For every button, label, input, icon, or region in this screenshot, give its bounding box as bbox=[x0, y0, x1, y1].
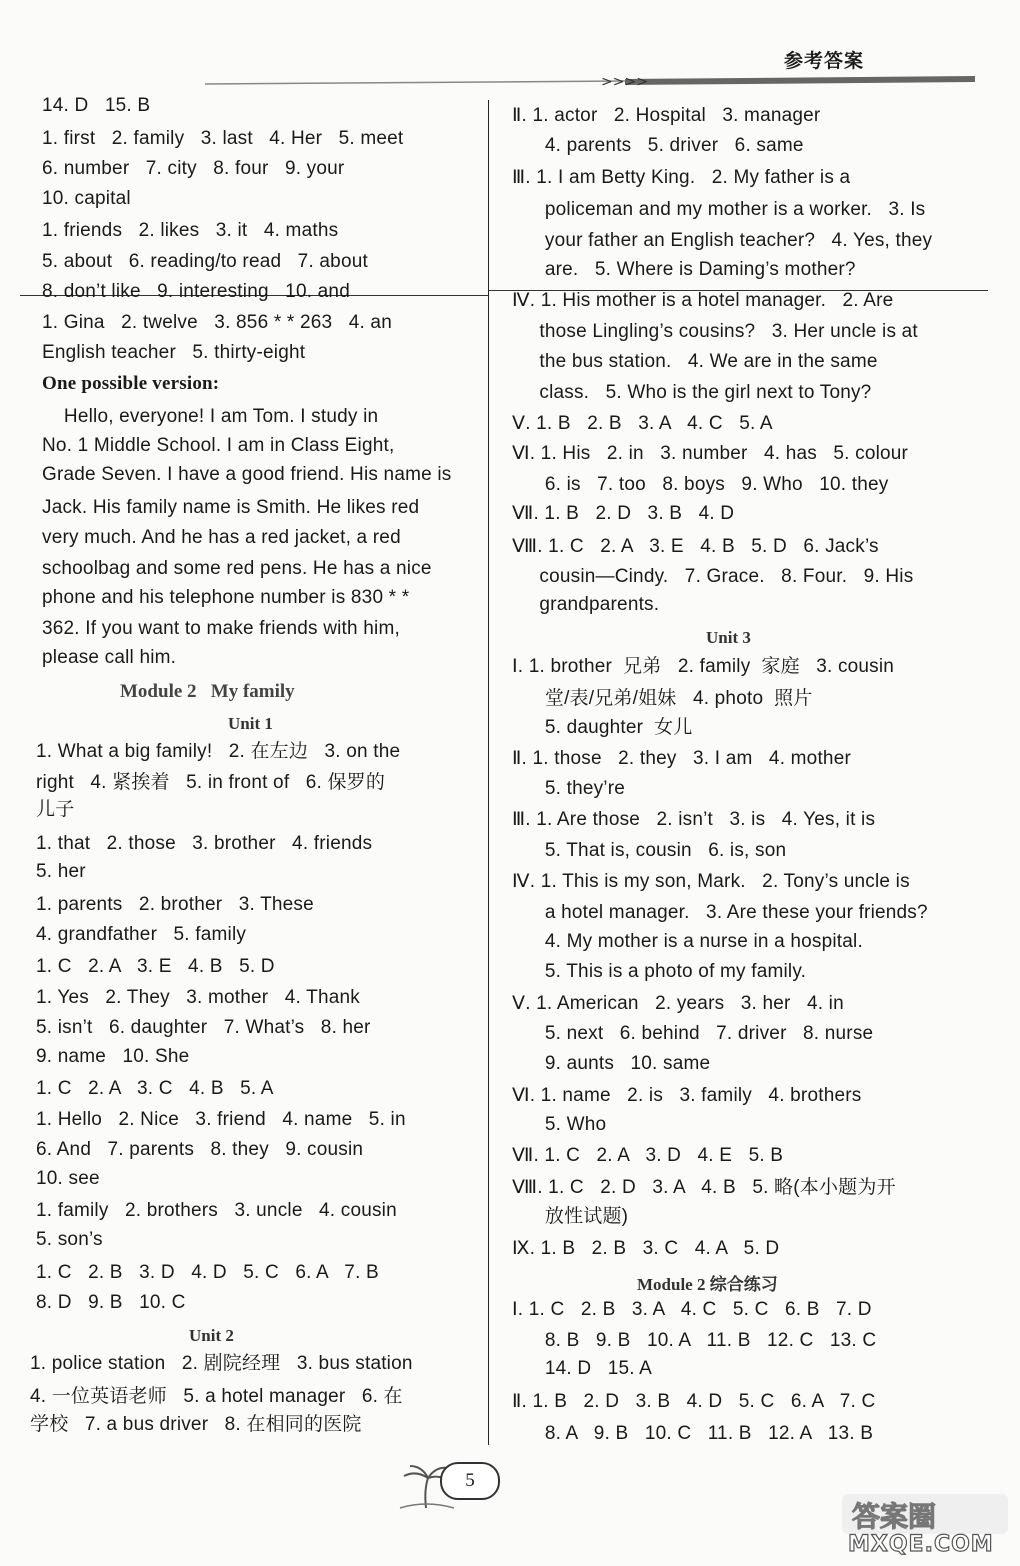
answer-line: 1. family 2. brothers 3. uncle 4. cousin bbox=[36, 1200, 397, 1221]
essay-line: 362. If you want to make friends with him, bbox=[42, 618, 400, 639]
svg-text:>>>>: >>>> bbox=[601, 74, 648, 90]
review-title: Module 2 综合练习 bbox=[637, 1275, 778, 1294]
answer-line: Ⅸ. 1. B 2. B 3. C 4. A 5. D bbox=[512, 1238, 780, 1259]
answer-line: 5. her bbox=[36, 861, 86, 882]
answer-line: class. 5. Who is the girl next to Tony? bbox=[512, 382, 872, 403]
answer-line: Ⅷ. 1. C 2. D 3. A 4. B 5. 略(本小题为开 bbox=[512, 1177, 896, 1198]
answer-line: Ⅵ. 1. name 2. is 3. family 4. brothers bbox=[512, 1085, 862, 1106]
answer-line: the bus station. 4. We are in the same bbox=[512, 351, 878, 372]
answer-line: Ⅲ. 1. I am Betty King. 2. My father is a bbox=[512, 167, 851, 188]
answer-line: Ⅱ. 1. those 2. they 3. I am 4. mother bbox=[512, 748, 851, 769]
essay-line: please call him. bbox=[42, 647, 177, 668]
answer-line: 儿子 bbox=[36, 799, 75, 820]
essay-label: One possible version: bbox=[42, 373, 220, 394]
answer-line: right 4. 紧挨着 5. in front of 6. 保罗的 bbox=[36, 772, 386, 793]
essay-line: very much. And he has a red jacket, a red bbox=[42, 527, 401, 548]
answer-line: policeman and my mother is a worker. 3. Is bbox=[512, 199, 926, 220]
answer-line: Ⅰ. 1. brother 兄弟 2. family 家庭 3. cousin bbox=[512, 656, 895, 677]
answer-line: 1. What a big family! 2. 在左边 3. on the bbox=[36, 741, 401, 762]
answer-line: grandparents. bbox=[512, 594, 660, 615]
answer-line: Ⅲ. 1. Are those 2. isn’t 3. is 4. Yes, it is bbox=[512, 809, 876, 830]
column-divider bbox=[488, 100, 489, 1445]
answer-line: 8. A 9. B 10. C 11. B 12. A 13. B bbox=[512, 1423, 874, 1444]
essay-line: schoolbag and some red pens. He has a nice bbox=[42, 558, 432, 579]
answer-line: your father an English teacher? 4. Yes, they bbox=[512, 230, 933, 251]
page-header-title: 参考答案 bbox=[784, 50, 865, 72]
essay-line: Jack. His family name is Smith. He likes red bbox=[42, 497, 420, 518]
answer-line: 1. Yes 2. They 3. mother 4. Thank bbox=[36, 987, 360, 1008]
essay-line: Grade Seven. I have a good friend. His name is bbox=[42, 464, 452, 485]
essay-line: Hello, everyone! I am Tom. I study in bbox=[42, 406, 379, 427]
answer-line: Ⅷ. 1. C 2. A 3. E 4. B 5. D 6. Jack’s bbox=[512, 536, 879, 557]
answer-line: Ⅵ. 1. His 2. in 3. number 4. has 5. colour bbox=[512, 443, 909, 464]
answer-line: 1. police station 2. 剧院经理 3. bus station bbox=[30, 1353, 413, 1374]
page-number: 5 bbox=[440, 1462, 500, 1500]
essay-line: No. 1 Middle School. I am in Class Eight, bbox=[42, 435, 395, 456]
answer-line: 5. isn’t 6. daughter 7. What’s 8. her bbox=[36, 1017, 371, 1038]
svg-text:答案圈: 答案圈 bbox=[852, 1500, 937, 1533]
answer-line: Ⅰ. 1. C 2. B 3. A 4. C 5. C 6. B 7. D bbox=[512, 1299, 872, 1320]
answer-line: Ⅱ. 1. B 2. D 3. B 4. D 5. C 6. A 7. C bbox=[512, 1391, 876, 1412]
answer-line: 5. next 6. behind 7. driver 8. nurse bbox=[512, 1023, 874, 1044]
answer-line: 5. This is a photo of my family. bbox=[512, 961, 807, 982]
answer-line: 8. D 9. B 10. C bbox=[36, 1292, 186, 1313]
answer-line: 5. Who bbox=[512, 1114, 607, 1135]
answer-line: Ⅴ. 1. American 2. years 3. her 4. in bbox=[512, 993, 844, 1014]
answer-line: Ⅳ. 1. His mother is a hotel manager. 2. Are bbox=[512, 290, 894, 311]
answer-line: 学校 7. a bus driver 8. 在相同的医院 bbox=[30, 1414, 362, 1435]
module-title: Module 2 My family bbox=[120, 681, 295, 702]
watermark-text: MXQE.COM bbox=[848, 1532, 994, 1557]
unit2-title: Unit 2 bbox=[189, 1326, 234, 1345]
unit3-title: Unit 3 bbox=[706, 628, 751, 647]
answer-line: Ⅶ. 1. B 2. D 3. B 4. D bbox=[512, 503, 735, 524]
answer-line: English teacher 5. thirty-eight bbox=[42, 342, 306, 363]
answer-line: 6. number 7. city 8. four 9. your bbox=[42, 158, 345, 179]
answer-line: 14. D 15. B bbox=[42, 95, 151, 116]
answer-line: 5. about 6. reading/to read 7. about bbox=[42, 251, 368, 272]
answer-line: 4. My mother is a nurse in a hospital. bbox=[512, 931, 863, 952]
answer-line: 8. B 9. B 10. A 11. B 12. C 13. C bbox=[512, 1330, 877, 1351]
answer-line: 6. is 7. too 8. boys 9. Who 10. they bbox=[512, 474, 889, 495]
answer-line: a hotel manager. 3. Are these your friends? bbox=[512, 902, 928, 923]
answer-line: cousin—Cindy. 7. Grace. 8. Four. 9. His bbox=[512, 566, 914, 587]
answer-line: 10. capital bbox=[42, 188, 131, 209]
answer-line: Ⅳ. 1. This is my son, Mark. 2. Tony’s uncle is bbox=[512, 871, 910, 892]
answer-line: Ⅶ. 1. C 2. A 3. D 4. E 5. B bbox=[512, 1145, 784, 1166]
answer-line: 1. C 2. A 3. E 4. B 5. D bbox=[36, 956, 275, 977]
answer-line: 5. That is, cousin 6. is, son bbox=[512, 840, 787, 861]
answer-line: Ⅱ. 1. actor 2. Hospital 3. manager bbox=[512, 105, 821, 126]
answer-line: 9. name 10. She bbox=[36, 1046, 190, 1067]
answer-line: 10. see bbox=[36, 1168, 100, 1189]
answer-line: 1. C 2. A 3. C 4. B 5. A bbox=[36, 1078, 274, 1099]
answer-line: 1. Gina 2. twelve 3. 856 * * 263 4. an bbox=[42, 312, 392, 333]
answer-line: 5. they’re bbox=[512, 778, 626, 799]
answer-line: 8. don’t like 9. interesting 10. and bbox=[42, 281, 350, 302]
answer-line: 4. 一位英语老师 5. a hotel manager 6. 在 bbox=[30, 1386, 403, 1407]
answer-line: Ⅴ. 1. B 2. B 3. A 4. C 5. A bbox=[512, 413, 773, 434]
header-decorative-rule bbox=[205, 74, 975, 90]
essay-line: phone and his telephone number is 830 * * bbox=[42, 587, 410, 608]
answer-line: 堂/表/兄弟/姐妹 4. photo 照片 bbox=[512, 688, 813, 709]
answer-line: 放性试题) bbox=[512, 1206, 629, 1227]
answer-line: 1. friends 2. likes 3. it 4. maths bbox=[42, 220, 339, 241]
unit1-title: Unit 1 bbox=[228, 714, 273, 733]
answer-line: 6. And 7. parents 8. they 9. cousin bbox=[36, 1139, 364, 1160]
answer-line: those Lingling’s cousins? 3. Her uncle is at bbox=[512, 321, 918, 342]
answer-line: 1. first 2. family 3. last 4. Her 5. meet bbox=[42, 128, 404, 149]
answer-line: 1. C 2. B 3. D 4. D 5. C 6. A 7. B bbox=[36, 1262, 379, 1283]
answer-line: 5. daughter 女儿 bbox=[512, 717, 693, 738]
answer-line: 4. grandfather 5. family bbox=[36, 924, 247, 945]
answer-line: 1. that 2. those 3. brother 4. friends bbox=[36, 833, 373, 854]
answer-line: 9. aunts 10. same bbox=[512, 1053, 711, 1074]
answer-line: are. 5. Where is Daming’s mother? bbox=[512, 259, 856, 280]
answer-line: 1. Hello 2. Nice 3. friend 4. name 5. in bbox=[36, 1109, 406, 1130]
answer-line: 5. son’s bbox=[36, 1229, 103, 1250]
answer-line: 4. parents 5. driver 6. same bbox=[512, 135, 804, 156]
answer-line: 14. D 15. A bbox=[512, 1358, 653, 1379]
answer-line: 1. parents 2. brother 3. These bbox=[36, 894, 314, 915]
